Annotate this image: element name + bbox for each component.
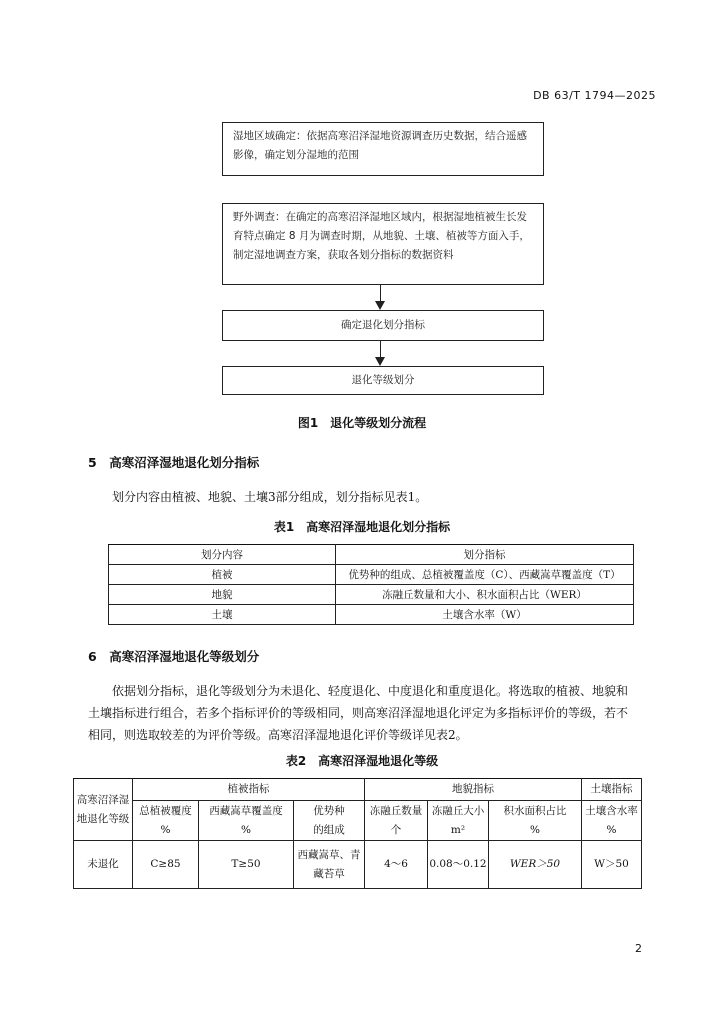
group-header-landform: 地貌指标 xyxy=(365,779,582,801)
species-line: 藏苔草 xyxy=(313,867,345,880)
flow-arrow-head xyxy=(375,357,385,366)
col-header-soil-moisture xyxy=(582,801,642,841)
col-header-line: 优势种 xyxy=(313,804,345,817)
col-header-kobresia-coverage xyxy=(199,801,294,841)
col-header-unit: m² xyxy=(450,823,466,836)
table-2-caption: 表2 高寒沼泽湿地退化等级 xyxy=(285,754,439,768)
table-2 xyxy=(73,778,642,889)
flow-box-region-text: 湿地区域确定：依据高寒沼泽湿地资源调查历史数据，结合遥感影像，确定划分湿地的范围 xyxy=(233,130,527,161)
table-1-cell: 土壤 xyxy=(109,605,336,625)
flow-arrow-shaft xyxy=(380,341,381,358)
col-header-total-coverage xyxy=(133,801,199,841)
corner-line2: 地退化等级 xyxy=(76,812,130,825)
document-id: DB 63/T 1794—2025 xyxy=(533,89,656,102)
table-1-cell: 地貌 xyxy=(109,585,336,605)
col-header-unit: 个 xyxy=(390,823,402,836)
section-5-heading: 5 高寒沼泽湿地退化划分指标 xyxy=(88,455,260,470)
table-2-cell: C≥85 xyxy=(133,841,199,889)
col-header-line: 的组成 xyxy=(313,823,345,836)
page-number: 2 xyxy=(635,942,642,955)
col-header-line: 积水面积占比 xyxy=(503,804,567,817)
col-header-unit: % xyxy=(160,823,171,836)
table-1 xyxy=(108,544,634,625)
table-1-cell: 冻融丘数量和大小、积水面积占比（WER） xyxy=(336,585,634,605)
col-header-unit: % xyxy=(241,823,251,836)
col-header-hummock-size xyxy=(428,801,489,841)
table-2-cell: W＞50 xyxy=(582,841,642,889)
flow-box-survey-text: 野外调查：在确定的高寒沼泽湿地区域内，根据湿地植被生长发育特点确定 8 月为调查时期，从地貌、土壤、植被等方面入手，制定湿地调查方案，获取各划分指标的数据资料 xyxy=(233,211,530,261)
col-header-hummock-count xyxy=(365,801,428,841)
col-header-line: 土壤含水率 xyxy=(585,804,638,817)
table-1-cell: 优势种的组成、总植被覆盖度（C）、西藏嵩草覆盖度（T） xyxy=(336,565,634,585)
table-2-corner-header xyxy=(74,779,133,841)
flow-box-indicators xyxy=(222,310,544,341)
corner-line1: 高寒沼泽湿 xyxy=(76,793,130,806)
table-2-cell: 4～6 xyxy=(365,841,428,889)
group-header-vegetation: 植被指标 xyxy=(133,779,365,801)
table-1-cell: 土壤含水率（W） xyxy=(336,605,634,625)
col-header-line: 总植被覆度 xyxy=(139,804,192,817)
col-header-water-ratio xyxy=(489,801,582,841)
flow-box-indicators-text: 确定退化划分指标 xyxy=(341,319,425,331)
col-header-line: 西藏嵩草覆盖度 xyxy=(209,804,283,817)
table-1-header-content: 划分内容 xyxy=(109,545,336,565)
col-header-line: 冻融丘数量 xyxy=(369,804,423,817)
col-header-dominant-species xyxy=(294,801,365,841)
flow-box-region xyxy=(222,122,544,176)
group-header-soil: 土壤指标 xyxy=(582,779,642,801)
table-1-header-indicator: 划分指标 xyxy=(336,545,634,565)
flow-arrow-head xyxy=(375,301,385,310)
figure-caption: 图1 退化等级划分流程 xyxy=(297,416,427,430)
flow-arrow-shaft xyxy=(380,285,381,302)
section-6-paragraph-line3: 相同，则选取较差的为评价等级。高寒沼泽湿地退化评价等级详见表2。 xyxy=(88,728,468,742)
section-6-paragraph-line1: 依据划分指标，退化等级划分为未退化、轻度退化、中度退化和重度退化。将选取的植被、地貌和 xyxy=(112,684,629,698)
col-header-unit: % xyxy=(530,823,540,836)
table-1-cell: 植被 xyxy=(109,565,336,585)
section-6-paragraph-line2: 土壤指标进行组合，若多个指标评价的等级相同，则高寒沼泽湿地退化评定为多指标评价的等级，若不 xyxy=(88,706,629,720)
section-6-heading: 6 高寒沼泽湿地退化等级划分 xyxy=(88,649,260,664)
flow-box-grading xyxy=(222,366,544,395)
col-header-line: 冻融丘大小 xyxy=(431,804,485,817)
section-5-paragraph: 划分内容由植被、地貌、土壤3部分组成，划分指标见表1。 xyxy=(112,490,428,504)
species-line: 西藏嵩草、青 xyxy=(297,848,361,861)
table-2-cell: 0.08～0.12 xyxy=(428,841,489,889)
table-1-caption: 表1 高寒沼泽湿地退化划分指标 xyxy=(273,520,451,534)
table-2-species-cell xyxy=(294,841,365,889)
table-2-cell: T≥50 xyxy=(199,841,294,889)
flow-box-survey xyxy=(222,203,544,285)
col-header-unit: % xyxy=(606,823,617,836)
flow-box-grading-text: 退化等级划分 xyxy=(351,374,415,386)
table-2-grade-cell: 未退化 xyxy=(74,841,133,889)
table-2-cell: WER＞50 xyxy=(489,841,582,889)
